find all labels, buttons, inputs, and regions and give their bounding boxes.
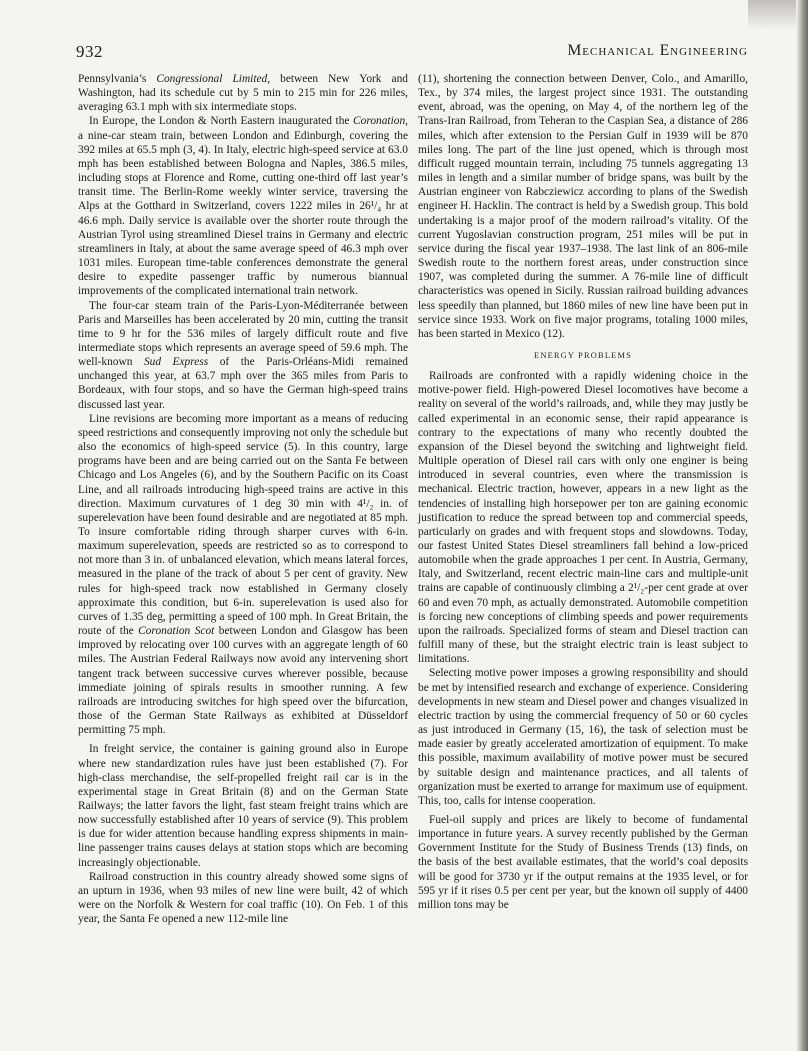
paragraph [78,72,408,114]
train-name: Sud Express [143,356,209,369]
page-number: 932 [76,42,103,61]
text-run: between London and Glasgow has been improved by relocating over 100 curves with an aggregate length of 60 miles. The Austrian Federal Railways now avoid any intervening short tangent track between successive curves wherever possible, because immediate joining of spirals results in smoother running. A few railroads are introducing switches for high speed over the bifurcation, those of the German State Railways as exhibited at Düsseldorf permitting 75 mph. [78,625,408,737]
text-run: In Europe, the London & North Eastern inaugurated the [89,115,354,128]
running-title: Mechanical Engineering [567,42,748,59]
text-run: , between New York and Washington, had its schedule cut by 5 min to 215 min for 226 miles, averaging 63.1 mph with six intermediate stops. [78,73,408,114]
section-heading: ENERGY PROBLEMS [534,350,632,360]
paragraph: Railroads are confronted with a rapidly widening choice in the motive-power field. High-powered Diesel locomotives have become a reality on several of the world’s railroads, and, while they may justly be called experimental in an economic sense, their rapid appearance is contrary to the expectations of many who recently doubted the expansion of the Diesel beyond the switching and lightweight field. Multiple operation of Diesel rail cars with only one enginer is being introduced in several countries, even where the transmission is mechanical. Electric traction, however, appears in a new light as the tendencies of installing high horsepower per ton are gaining economic justification to reduce the spread between top and commercial speeds, particularly on grades and with frequent stops and slowdowns. Today, our fastest United States Diesel streamliners fall behind a low-priced automobile when the grade approaches 1 per cent. In Austria, Germany, Italy, and Switzerland, recent electric main-line cars and multiple-unit trains are capable of continuously climbing a 2¹/₂-per cent grade at over 60 and even 70 mph, as actually demonstrated. Automobile competition is forcing new conceptions of climbing speeds and power requirements upon the railroads. Specialized forms of steam and Diesel traction can fulfill many of these, but the straight electric train is least subject to limitations. [418,370,748,666]
paragraph [78,299,408,412]
left-column [78,72,408,926]
train-name: Congressional Limited [156,73,268,85]
text-run: , a nine-car steam train, between London and Edinburgh, covering the 392 miles at 65.5 mph (3, 4). In Italy, electric high-speed service at 63.0 mph has been established between Bologna and Naples, 386.5 miles, including stops at Florence and Rome, cutting one-third off last year’s transit time. The Berlin-Rome weekly winter service, traversing the Alps at the Gotthard in Switzerland, covers 1222 miles in 26¹/₄ hr at 46.6 mph. Daily service is available over the shorter route through the Austrian Tyrol using streamlined Diesel trains in Germany and electric streamliners in Italy, at about the same average speed of 46.3 mph over 1031 miles. European time-table conferences demonstrate the general desire to expedite passenger traffic by numerous biannual improvements of the complicated international train network. [78,115,408,298]
paragraph [78,114,408,298]
paragraph: In freight service, the container is gaining ground also in Europe where new standardization rules have just been established (7). For high-class merchandise, the self-propelled freight rail car is in the experimental stage in Great Britain (8) and on the German State Railways; the latter favors the light, fast steam freight trains which are now successfully established after 10 years of service (9). This problem is due for wider attention because handling express shipments in main-line passenger trains causes delays at station stops which are becoming increasingly objectionable. [78,743,408,869]
page-edge-shadow [796,0,808,1051]
text-run: Line revisions are becoming more important as a means of reducing speed restrictions and consequently improving not only the schedule but also the economics of high-speed service (5). In this country, large programs have been and are being carried out on the Santa Fe between Chicago and Los Angeles (6), and by the Southern Pacific on its Coast Line, and all railroads introducing high-speed trains are active in this direction. Maximum curvatures of 1 deg 30 min with 4¹/₂ in. of superelevation have been found desirable and are negotiated at 85 mph. To insure comfortable riding through sharper curves with 6-in. maximum superelevation, speeds are restricted so as to correspond to not more than 3 in. of unbalanced elevation, which means lateral forces, measured in the plane of the track of about 5 per cent of gravity. New rules for high-speed track now established in Germany closely approximate this condition, but 6-in. superelevation is used also for curves of 1.35 deg, permitting a speed of 100 mph. In Great Britain, the route of the [78,412,408,638]
right-column [418,72,748,912]
page-header [76,42,748,64]
text-run: of the Paris-Orléans-Midi remained unchanged this year, at 63.7 mph over the 365 miles from Paris to Bordeaux, with four stops, and so have the German high-speed trains discussed last year. [78,356,408,411]
train-name: Coronation [353,115,406,128]
paragraph: Fuel-oil supply and prices are likely to become of fundamental importance in future years. A survey recently published by the German Government Institute for the Study of Business Trends (13) finds, on the basis of the best available estimates, that the world’s coal deposits will be good for 3730 yr if the output remains at the 1935 level, or for 595 yr if it rises 0.5 per cent per year, but the known oil supply of 4400 million tons may be [418,813,748,911]
text-run: The four-car steam train of the Paris-Lyon-Méditerranée between Paris and Marseilles has been accelerated by 20 min, cutting the transit time to 9 hr for the 536 miles of largely difficult route and five intermediate stops which represents an average speed of 59.6 mph. The well-known [78,299,408,369]
paragraph [78,412,408,738]
text-run: Pennsylvania’s [78,73,157,85]
paragraph: (11), shortening the connection between Denver, Colo., and Amarillo, Tex., by 374 miles, the largest project since 1931. The outstanding event, abroad, was the opening, on May 4, of the northern leg of the Trans-Iran Railroad, from Teheran to the Caspian Sea, a distance of 286 miles, which after extension to the Persian Gulf in 1939 will be 870 miles long. The part of the line just opened, which is through most difficult rugged mountain terrain, including 75 tunnels aggregating 13 miles in length and a similar number of bridge spans, was built by the Austrian engineer von Rabcziewicz according to plans of the Swedish engineer H. Hacklin. The contract is held by a Swedish group. This bold undertaking is a major proof of the modern railroad’s vitality. Of the current Yugoslavian construction program, 251 miles will be put in service during the fiscal year 1937–1938. The last link of an 806-mile Swedish route to the northern forest areas, under construction since 1907, was completed during the summer. A 76-mile line of difficult characteristics was opened in Sicily. Russian railroad building advances less speedily than planned, but 1860 miles of new line have been put in service since 1933. Work on five major programs, totaling 1000 miles, has been started in Mexico (12). [418,73,748,340]
paragraph: Selecting motive power imposes a growing responsibility and should be met by intensified research and exchange of experience. Considering developments in new steam and Diesel power and changes visualized in electric traction by using the commercial frequency of 50 or 60 cycles as just introduced in Germany (15, 16), the task of selection must be made easier by greatly accelerated amortization of equipment. To make this possible, maximum availability of motive power must be secured by suitable design and maintenance practices, and all talents of organization must be exerted to arrange for maximum use of equipment. This, too, calls for intense cooperation. [418,667,748,807]
paragraph: Railroad construction in this country already showed some signs of an upturn in 1936, when 93 miles of new line were built, 42 of which were on the Norfolk & Western for coal traffic (10). On Feb. 1 of this year, the Santa Fe opened a new 112-mile line [78,870,408,926]
train-name: Coronation Scot [138,625,215,638]
